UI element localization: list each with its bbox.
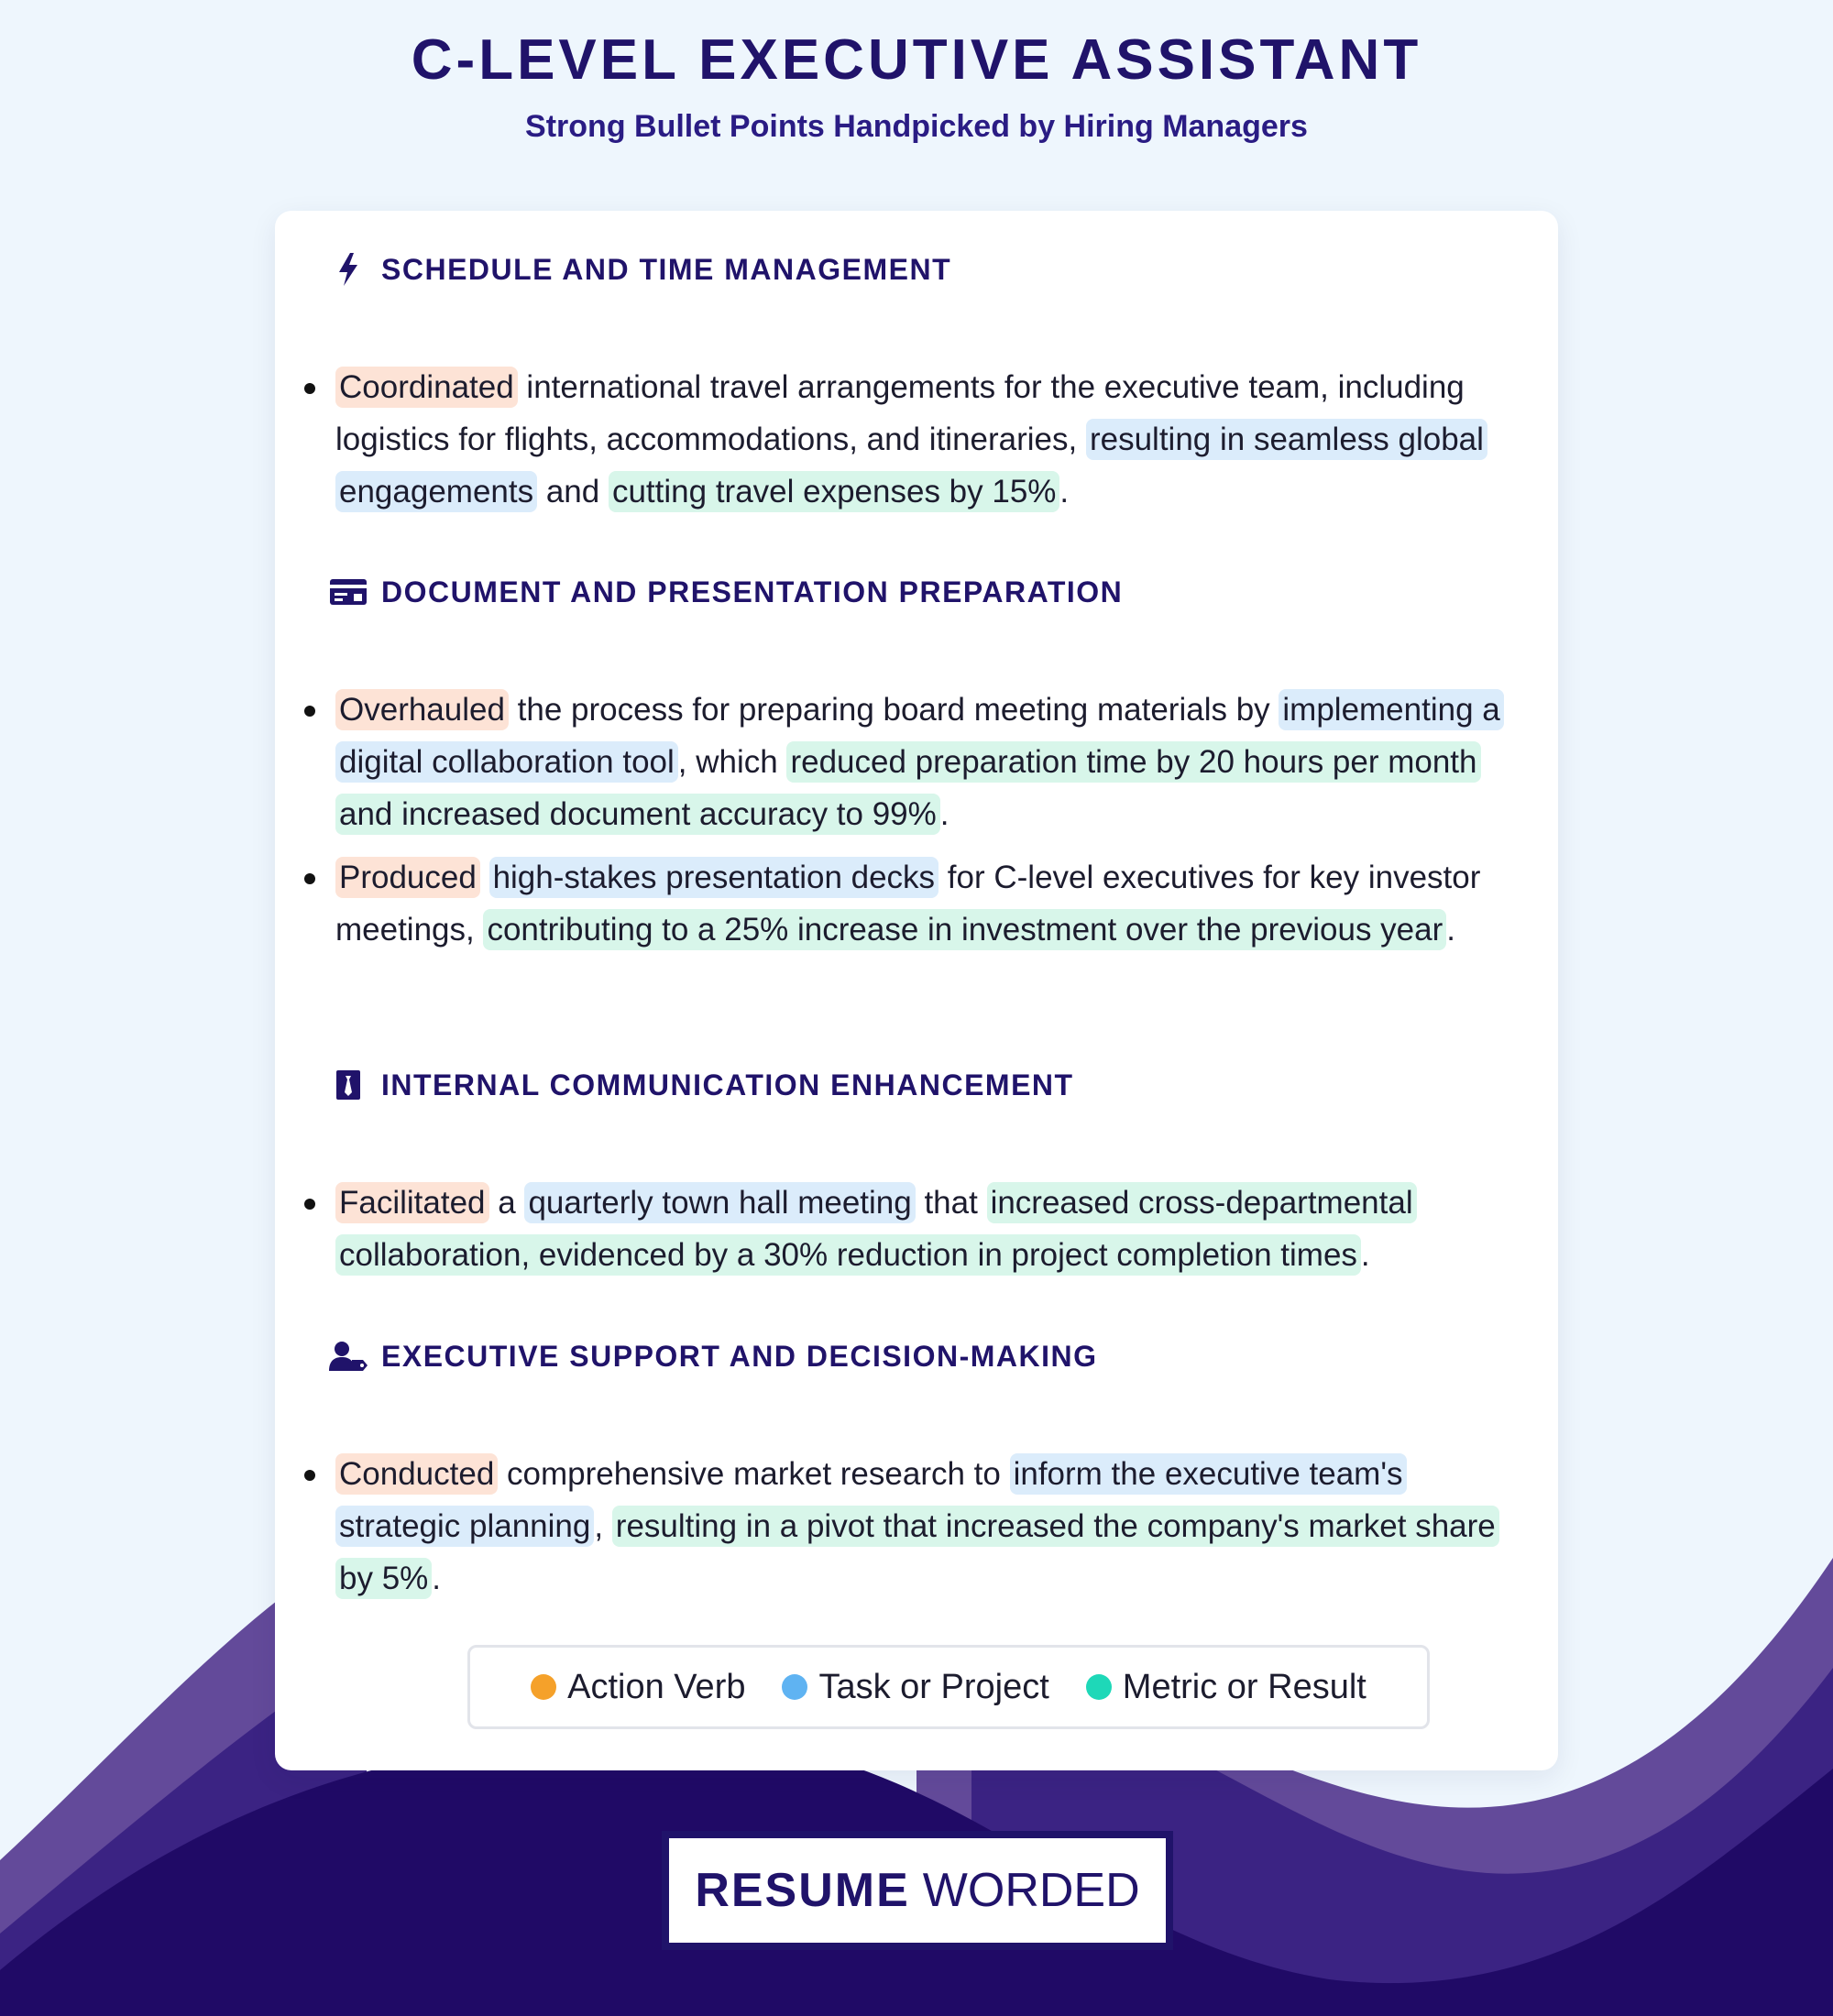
bullet-text: comprehensive market research to — [498, 1456, 1010, 1492]
legend-item-task-or-project — [782, 1668, 1048, 1707]
legend-dot — [782, 1674, 807, 1700]
task-highlight: quarterly town hall meeting — [524, 1182, 915, 1223]
action-verb-highlight: Facilitated — [335, 1182, 489, 1223]
document-card-icon — [328, 572, 368, 612]
bullet-item — [301, 851, 1529, 956]
bullet-list — [301, 1448, 1529, 1616]
legend-item-metric-or-result — [1086, 1668, 1367, 1707]
action-verb-highlight: Produced — [335, 857, 480, 898]
section-header — [328, 249, 951, 290]
bullet-text: a — [488, 1185, 525, 1221]
bullet-text: . — [1059, 474, 1070, 509]
task-highlight: inform the executive team's strategic planning — [335, 1453, 1407, 1547]
bullet-text — [480, 860, 489, 895]
bullet-item — [301, 361, 1529, 518]
metric-highlight: increased cross-departmental collaboration, evidenced by a 30% reduction in project completion times — [335, 1182, 1417, 1276]
legend-item-action-verb — [531, 1668, 745, 1707]
section-header — [328, 1065, 1074, 1105]
action-verb-highlight: Overhauled — [335, 689, 509, 730]
bullet-text: . — [1446, 912, 1455, 948]
bullet-text: . — [432, 1561, 442, 1596]
lightning-icon — [328, 249, 368, 290]
section-title: SCHEDULE AND TIME MANAGEMENT — [381, 252, 952, 286]
page-header — [0, 27, 1833, 145]
section-title: EXECUTIVE SUPPORT AND DECISION-MAKING — [381, 1339, 1098, 1373]
legend-dot — [531, 1674, 556, 1700]
legend-dot — [1086, 1674, 1112, 1700]
highlight-legend — [467, 1645, 1430, 1729]
bullet-text: . — [939, 796, 949, 832]
bullet-text: , which — [677, 744, 787, 780]
action-verb-highlight: Coordinated — [335, 367, 518, 408]
section-title: DOCUMENT AND PRESENTATION PREPARATION — [381, 575, 1124, 608]
bullet-text: . — [1360, 1237, 1370, 1273]
bullet-item — [301, 684, 1529, 840]
bullet-text: and — [537, 474, 609, 509]
bullet-text: international travel arrangements for the executive team, including logistics for flights, accommodations, and itineraries, — [335, 369, 1465, 457]
task-highlight: resulting in seamless global engagements — [335, 419, 1487, 512]
metric-highlight: reduced preparation time by 20 hours per month and increased document accuracy to 99% — [335, 741, 1481, 835]
bullet-text: for C-level executives for key investor meetings, — [335, 860, 1481, 948]
metric-highlight: resulting in a pivot that increased the company's market share by 5% — [335, 1506, 1499, 1599]
section-header — [328, 1336, 1097, 1376]
bullet-list — [301, 361, 1529, 529]
metric-highlight: cutting travel expenses by 15% — [609, 471, 1059, 512]
action-verb-highlight: Conducted — [335, 1453, 498, 1495]
bullet-points-card — [275, 211, 1558, 1770]
bullet-item — [301, 1448, 1529, 1605]
bullet-list — [301, 684, 1529, 967]
bullet-text: that — [915, 1185, 987, 1221]
section-title: INTERNAL COMMUNICATION ENHANCEMENT — [381, 1068, 1074, 1101]
user-tag-icon — [328, 1336, 368, 1376]
bullet-list — [301, 1177, 1529, 1292]
legend-label: Task or Project — [818, 1667, 1049, 1706]
bullet-item — [301, 1177, 1529, 1281]
legend-label: Metric or Result — [1122, 1667, 1367, 1706]
page-subtitle: Strong Bullet Points Handpicked by Hiring Managers — [525, 109, 1308, 144]
resume-worded-logo — [662, 1831, 1173, 1950]
page-title: C-LEVEL EXECUTIVE ASSISTANT — [411, 28, 1422, 92]
logo-light-text: WORDED — [922, 1864, 1140, 1917]
logo-bold-text: RESUME — [695, 1864, 910, 1917]
metric-highlight: contributing to a 25% increase in investment over the previous year — [483, 909, 1446, 950]
legend-label: Action Verb — [567, 1667, 746, 1706]
task-highlight: implementing a digital collaboration tool — [335, 689, 1504, 783]
section-header — [328, 572, 1123, 612]
bullet-text: the process for preparing board meeting materials by — [508, 692, 1279, 728]
tie-badge-icon — [328, 1065, 368, 1105]
bullet-text: , — [594, 1508, 612, 1544]
task-highlight: high-stakes presentation decks — [489, 857, 939, 898]
